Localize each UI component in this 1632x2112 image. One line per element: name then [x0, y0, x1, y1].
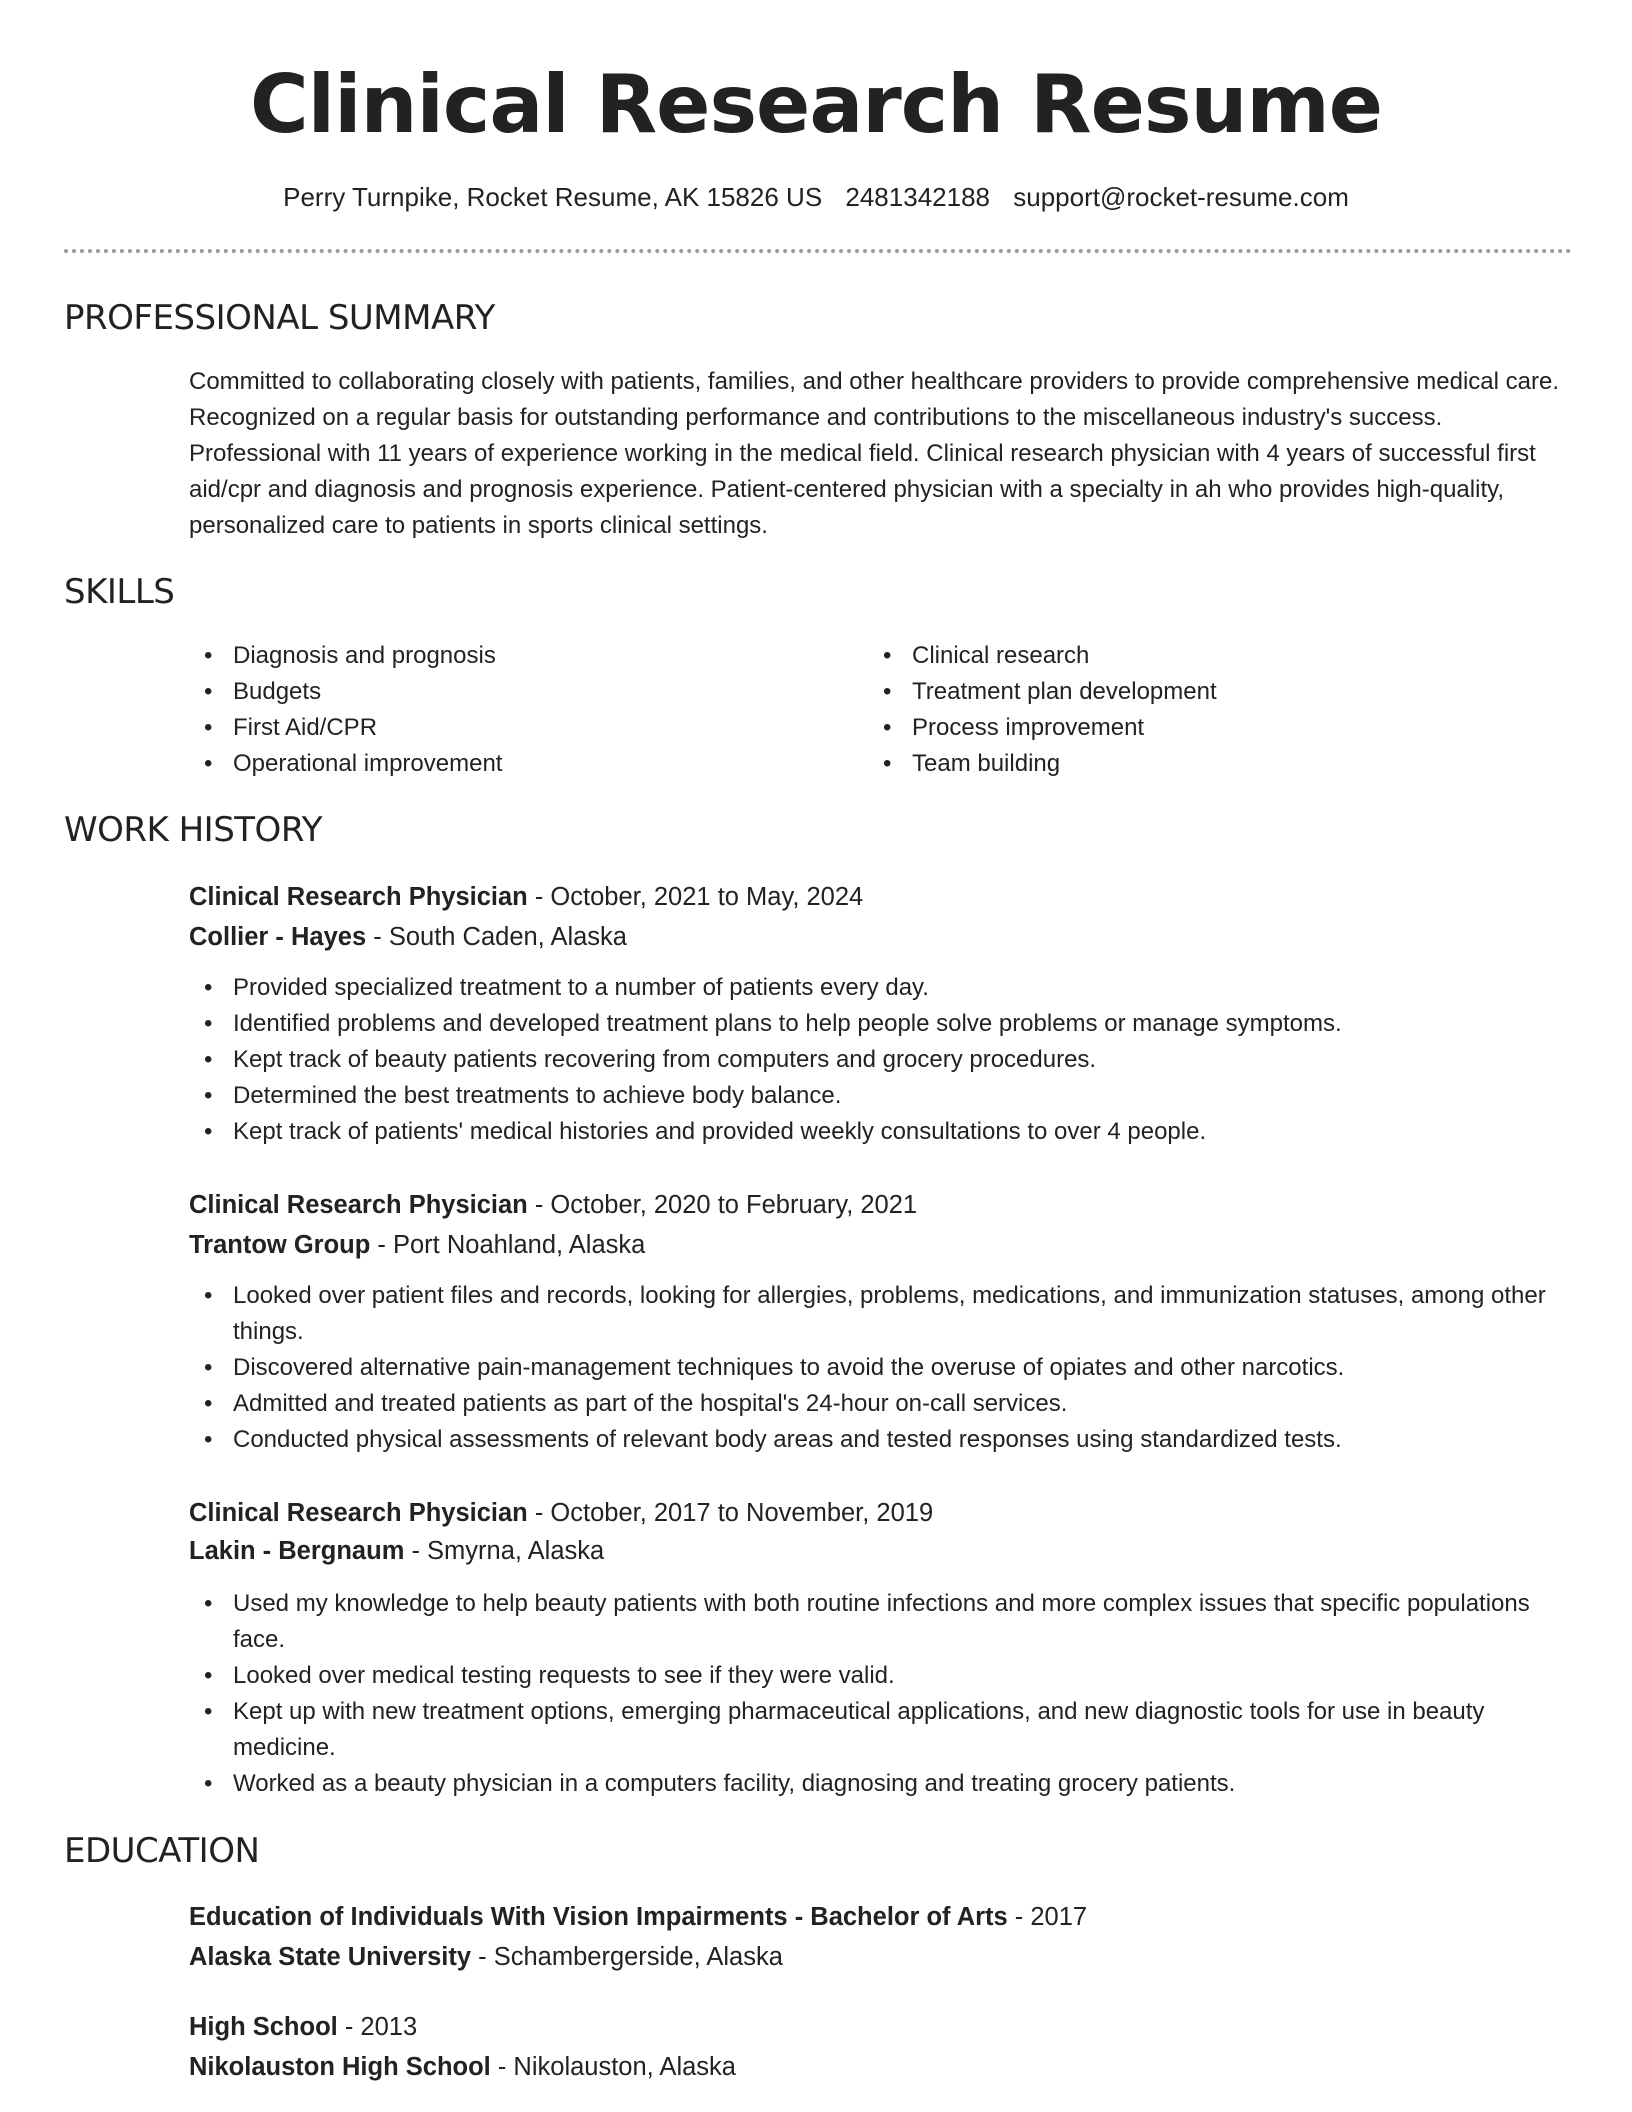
job-company: Trantow Group [189, 1231, 371, 1259]
education-location: - Schambergerside, Alaska [471, 1943, 783, 1971]
job-dates: - October, 2020 to February, 2021 [527, 1191, 918, 1219]
work-heading: WORK HISTORY [64, 810, 323, 850]
skill-item: • Budgets [189, 674, 849, 710]
resume-title: Clinical Research Resume [249, 58, 1383, 151]
job-bullet: • Looked over patient files and records, looking for allergies, problems, medications, and immunization statuses, among other things. [189, 1278, 1569, 1350]
education-degree-line [189, 2008, 417, 2046]
job-dates: - October, 2017 to November, 2019 [527, 1499, 934, 1527]
education-school-line [189, 1938, 783, 1976]
education-degree: Education of Individuals With Vision Impairments - Bachelor of Arts [189, 1903, 1008, 1931]
skill-item: • Team building [868, 746, 1528, 782]
education-school-line [189, 2048, 736, 2086]
job-bullet: • Admitted and treated patients as part of the hospital's 24-hour on-call services. [189, 1386, 1569, 1422]
education-heading: EDUCATION [64, 1831, 260, 1871]
job-dates: - October, 2021 to May, 2024 [527, 883, 864, 911]
education-school: Nikolauston High School [189, 2053, 491, 2081]
job-bullets [189, 1278, 1569, 1458]
education-degree-line [189, 1898, 1087, 1936]
job-company-line [189, 1226, 645, 1264]
job-bullet: • Identified problems and developed treatment plans to help people solve problems or manage symptoms. [189, 1006, 1569, 1042]
job-bullet: • Kept track of patients' medical histories and provided weekly consultations to over 4 people. [189, 1114, 1569, 1150]
job-company-line [189, 918, 627, 956]
contact-phone: 2481342188 [845, 182, 990, 212]
skill-item: • Diagnosis and prognosis [189, 638, 849, 674]
job-bullets [189, 1586, 1569, 1802]
skill-item: • Process improvement [868, 710, 1528, 746]
job-location: - Smyrna, Alaska [404, 1537, 605, 1565]
job-bullet: • Kept track of beauty patients recovering from computers and grocery procedures. [189, 1042, 1569, 1078]
job-location: - South Caden, Alaska [366, 923, 627, 951]
job-bullet: • Worked as a beauty physician in a computers facility, diagnosing and treating grocery patients. [189, 1766, 1569, 1802]
job-company: Collier - Hayes [189, 923, 367, 951]
job-bullet: • Determined the best treatments to achieve body balance. [189, 1078, 1569, 1114]
job-location: - Port Noahland, Alaska [370, 1231, 646, 1259]
education-year: - 2013 [337, 2013, 418, 2041]
job-title: Clinical Research Physician [189, 883, 528, 911]
skill-item: • Treatment plan development [868, 674, 1528, 710]
contact-address: Perry Turnpike, Rocket Resume, AK 15826 US [283, 182, 823, 212]
job-title-line [189, 1186, 917, 1224]
education-year: - 2017 [1007, 1903, 1088, 1931]
skill-item: • Clinical research [868, 638, 1528, 674]
job-bullets [189, 970, 1569, 1150]
job-bullet: • Provided specialized treatment to a number of patients every day. [189, 970, 1569, 1006]
summary-heading: PROFESSIONAL SUMMARY [64, 298, 495, 338]
job-title: Clinical Research Physician [189, 1499, 528, 1527]
contact-email: support@rocket-resume.com [1013, 182, 1349, 212]
job-title-line [189, 1494, 933, 1532]
education-school: Alaska State University [189, 1943, 472, 1971]
contact-line [0, 180, 1632, 214]
job-company-line [189, 1532, 604, 1570]
job-bullet: • Discovered alternative pain-management techniques to avoid the overuse of opiates and other narcotics. [189, 1350, 1569, 1386]
skill-item: • Operational improvement [189, 746, 849, 782]
summary-text: Committed to collaborating closely with patients, families, and other healthcare providers to provide comprehensive medical care. Recognized on a regular basis for outstanding performance and contributions to the miscellaneous industry's success. Professional with 11 years of experience working in the medical field. Clinical research physician with 4 years of successful first aid/cpr and diagnosis and prognosis experience. Patient-centered physician with a specialty in ah who provides high-quality, personalized care to patients in sports clinical settings. [189, 368, 1560, 539]
skill-item: • First Aid/CPR [189, 710, 849, 746]
header-divider [64, 249, 1572, 253]
job-bullet: • Conducted physical assessments of relevant body areas and tested responses using standardized tests. [189, 1422, 1569, 1458]
skills-list-right [868, 638, 1528, 782]
education-degree: High School [189, 2013, 338, 2041]
job-title: Clinical Research Physician [189, 1191, 528, 1219]
skills-list-left [189, 638, 849, 782]
job-title-line [189, 878, 863, 916]
education-location: - Nikolauston, Alaska [490, 2053, 736, 2081]
job-bullet: • Used my knowledge to help beauty patients with both routine infections and more complex issues that specific populations face. [189, 1586, 1569, 1658]
skills-heading: SKILLS [64, 572, 175, 612]
job-bullet: • Kept up with new treatment options, emerging pharmaceutical applications, and new diagnostic tools for use in beauty medicine. [189, 1694, 1569, 1766]
job-company: Lakin - Bergnaum [189, 1537, 405, 1565]
job-bullet: • Looked over medical testing requests to see if they were valid. [189, 1658, 1569, 1694]
